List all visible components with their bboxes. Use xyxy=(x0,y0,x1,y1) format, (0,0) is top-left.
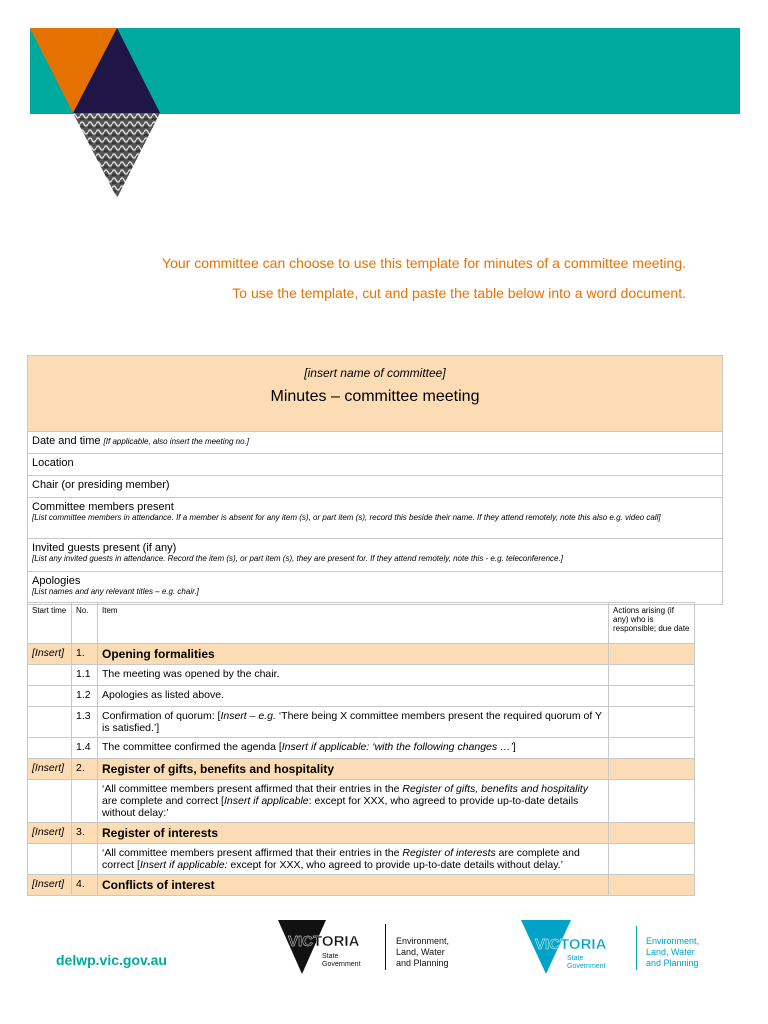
col-item: Item xyxy=(98,603,609,644)
website-link[interactable]: delwp.vic.gov.au xyxy=(56,952,167,968)
table-row xyxy=(28,738,695,759)
table-row xyxy=(28,707,695,738)
text-part: The committee confirmed the agenda [ xyxy=(102,741,282,753)
department-name-black xyxy=(396,936,449,969)
register-name: Register of interests xyxy=(402,847,496,859)
field-note: [List committee members in attendance. If a member is absent for any item (s), or part item (s), record this beside their name. If they attend remotely, note this also e.g. video call] xyxy=(32,513,661,522)
insert-placeholder: Insert if applicable: xyxy=(139,859,228,871)
item-number: 1.4 xyxy=(72,738,98,759)
actions-cell[interactable] xyxy=(609,686,695,707)
field-note: [List any invited guests in attendance. Record the item (s), or part item (s), they are present for. If they attend remotely, note this - e.g. teleconference.] xyxy=(32,554,563,563)
register-name: Register of gifts, benefits and hospitality xyxy=(402,783,588,795)
text-part: ] xyxy=(512,741,516,753)
start-time-cell[interactable] xyxy=(28,780,72,823)
text-part: : except for XXX, who agreed to provide up-to-date details without delay:’ xyxy=(102,795,579,819)
table-row xyxy=(28,665,695,686)
agenda-items-table xyxy=(27,602,695,896)
start-time-cell[interactable] xyxy=(28,707,72,738)
item-number xyxy=(72,780,98,823)
field-apologies[interactable] xyxy=(28,572,723,605)
logo-state: State xyxy=(567,955,584,962)
start-time-cell[interactable]: [Insert] xyxy=(28,759,72,780)
col-start-time: Start time xyxy=(28,603,72,644)
column-header-row xyxy=(28,603,695,644)
actions-cell[interactable] xyxy=(609,759,695,780)
text-part: are complete and correct [ xyxy=(102,795,224,807)
table-row xyxy=(28,780,695,823)
field-label: Date and time xyxy=(32,435,101,447)
start-time-cell[interactable]: [Insert] xyxy=(28,823,72,844)
section-title: Register of interests xyxy=(98,823,609,844)
logo-government: Government xyxy=(322,961,361,968)
section-row-2 xyxy=(28,759,695,780)
insert-placeholder: Insert if applicable xyxy=(223,795,309,807)
field-note: [List names and any relevant titles – e.g. chair.] xyxy=(32,587,199,596)
table-row xyxy=(28,844,695,875)
start-time-cell[interactable] xyxy=(28,844,72,875)
dept-line: and Planning xyxy=(646,958,699,968)
logo-state: State xyxy=(322,953,339,960)
item-text[interactable] xyxy=(98,844,609,875)
text-part: Confirmation of quorum: [ xyxy=(102,710,221,722)
item-text[interactable] xyxy=(98,707,609,738)
text-part: ‘There being X committee members present the required quorum of Y is satisfied.’] xyxy=(102,710,602,734)
item-number: 1.1 xyxy=(72,665,98,686)
item-number: 1.2 xyxy=(72,686,98,707)
intro-line-1: Your committee can choose to use this template for minutes of a committee meeting. xyxy=(162,255,686,271)
item-text[interactable]: Apologies as listed above. xyxy=(98,686,609,707)
field-note: [If applicable, also insert the meeting no.] xyxy=(103,437,249,446)
col-number: No. xyxy=(72,603,98,644)
section-title: Opening formalities xyxy=(98,644,609,665)
text-part: ‘All committee members present affirmed that their entries in the xyxy=(102,847,403,859)
item-number: 3. xyxy=(72,823,98,844)
col-actions: Actions arising (if any) who is responsible; due date xyxy=(609,603,695,644)
field-label: Apologies xyxy=(32,575,81,587)
document-title: Minutes – committee meeting xyxy=(270,388,480,405)
item-text[interactable]: The meeting was opened by the chair. xyxy=(98,665,609,686)
actions-cell[interactable] xyxy=(609,707,695,738)
field-chair[interactable] xyxy=(28,476,723,498)
field-label: Location xyxy=(32,457,74,469)
dept-line: Land, Water xyxy=(396,947,445,957)
field-label: Chair (or presiding member) xyxy=(32,479,170,491)
department-name-teal xyxy=(646,936,699,969)
actions-cell[interactable] xyxy=(609,665,695,686)
actions-cell[interactable] xyxy=(609,644,695,665)
start-time-cell[interactable]: [Insert] xyxy=(28,875,72,896)
minutes-header-table xyxy=(27,355,723,605)
start-time-cell[interactable] xyxy=(28,665,72,686)
intro-line-2: To use the template, cut and paste the table below into a word document. xyxy=(232,285,686,301)
actions-cell[interactable] xyxy=(609,738,695,759)
field-label: Invited guests present (if any) xyxy=(32,542,177,554)
actions-cell[interactable] xyxy=(609,780,695,823)
section-title: Conflicts of interest xyxy=(98,875,609,896)
insert-placeholder: Insert – e.g. xyxy=(220,710,276,722)
dept-line: and Planning xyxy=(396,958,449,968)
title-cell xyxy=(28,356,723,432)
insert-placeholder: Insert if applicable: ‘with the following changes …’ xyxy=(281,741,513,753)
logo-word: VICTORIA xyxy=(288,933,360,950)
section-row-3 xyxy=(28,823,695,844)
logo-word: VICTORIA xyxy=(535,936,607,953)
start-time-cell[interactable]: [Insert] xyxy=(28,644,72,665)
item-number: 4. xyxy=(72,875,98,896)
section-row-1 xyxy=(28,644,695,665)
field-date-time[interactable] xyxy=(28,432,723,454)
section-title: Register of gifts, benefits and hospitality xyxy=(98,759,609,780)
item-text[interactable] xyxy=(98,738,609,759)
start-time-cell[interactable] xyxy=(28,738,72,759)
dept-line: Environment, xyxy=(646,936,700,946)
item-text[interactable] xyxy=(98,780,609,823)
section-row-4 xyxy=(28,875,695,896)
text-part: are complete and correct [ xyxy=(102,847,580,871)
item-number: 2. xyxy=(72,759,98,780)
text-part: except for XXX, who agreed to provide up-to-date details without delay.’ xyxy=(227,859,563,871)
table-row xyxy=(28,686,695,707)
item-number xyxy=(72,844,98,875)
decorative-triangles xyxy=(0,0,200,210)
actions-cell[interactable] xyxy=(609,844,695,875)
actions-cell[interactable] xyxy=(609,823,695,844)
dept-line: Land, Water xyxy=(646,947,695,957)
logo-divider xyxy=(385,924,386,970)
item-number: 1. xyxy=(72,644,98,665)
item-number: 1.3 xyxy=(72,707,98,738)
victoria-logo-teal xyxy=(521,918,631,978)
start-time-cell[interactable] xyxy=(28,686,72,707)
victoria-logo-black xyxy=(278,918,378,978)
committee-name[interactable]: [insert name of committee] xyxy=(304,366,446,380)
logo-government: Government xyxy=(567,963,606,970)
actions-cell[interactable] xyxy=(609,875,695,896)
text-part: ‘All committee members present affirmed that their entries in the xyxy=(102,783,403,795)
field-location[interactable] xyxy=(28,454,723,476)
dept-line: Environment, xyxy=(396,936,450,946)
field-members-present[interactable] xyxy=(28,498,723,539)
logo-divider xyxy=(636,926,637,970)
field-label: Committee members present xyxy=(32,501,174,513)
field-guests-present[interactable] xyxy=(28,539,723,572)
